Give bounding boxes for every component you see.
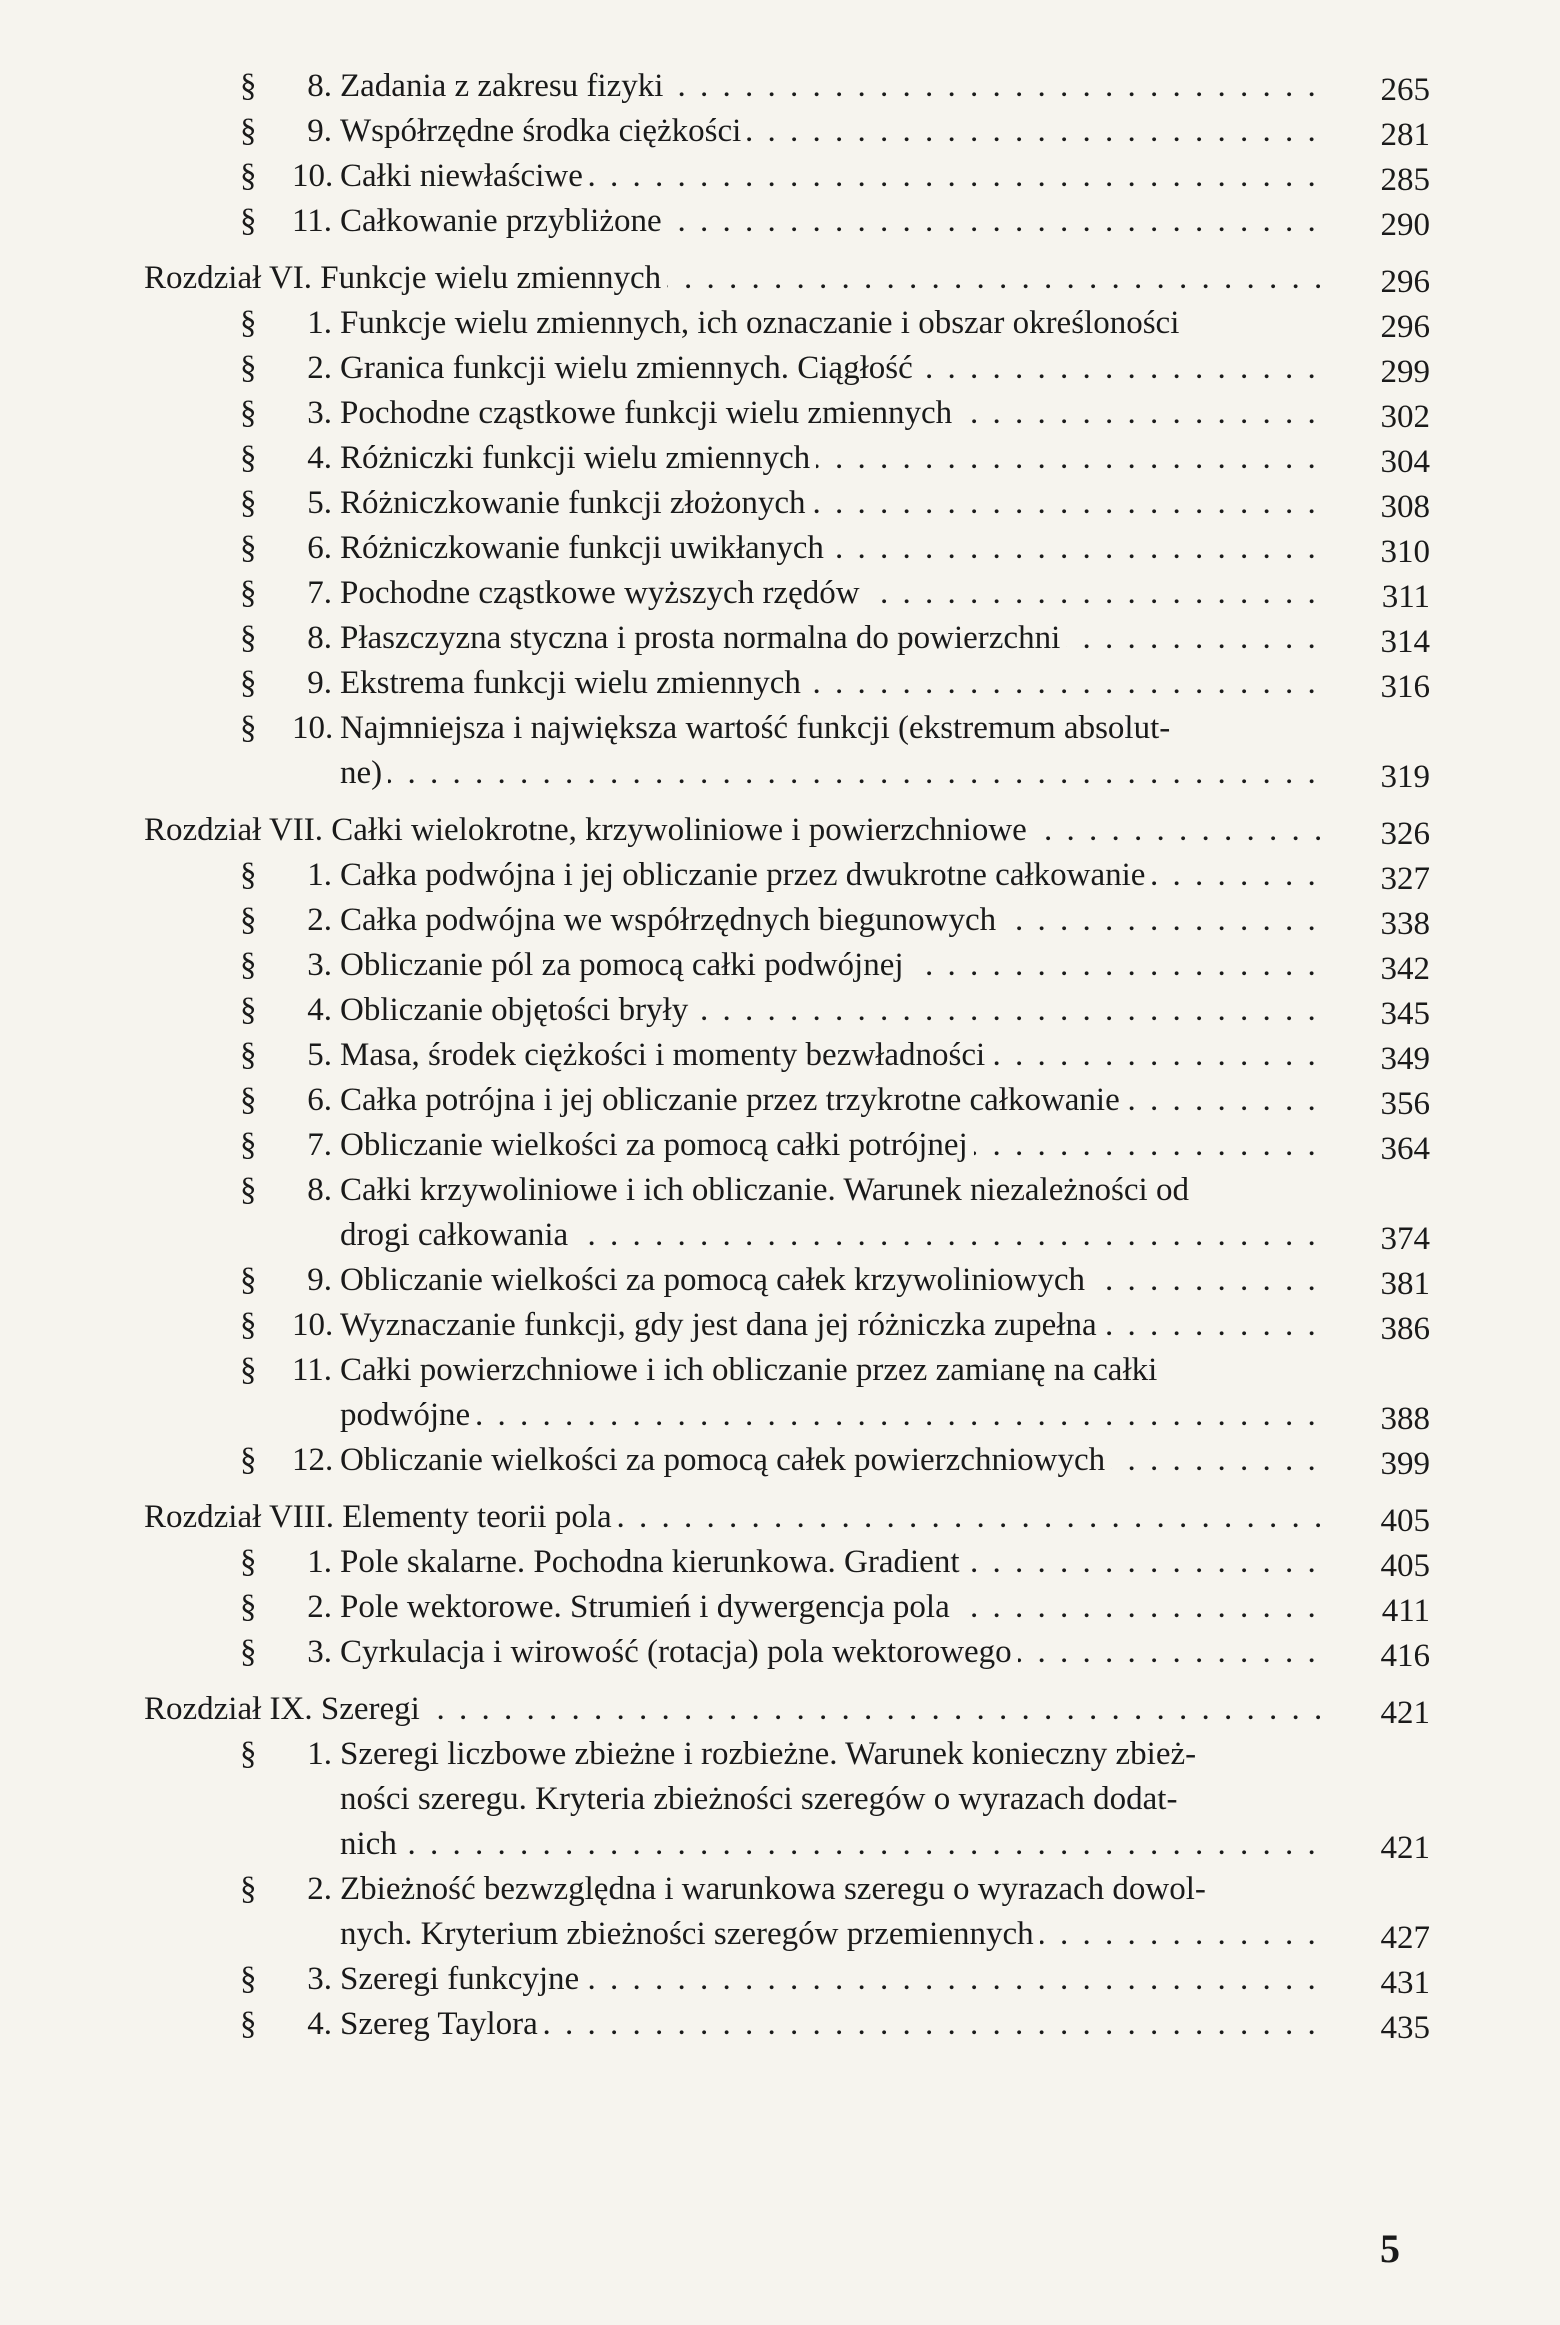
section-symbol: § — [240, 440, 257, 476]
section-number: 11. — [292, 1352, 333, 1388]
section-symbol: § — [240, 1307, 257, 1343]
section-symbol: § — [240, 710, 257, 746]
entry-title: Cyrkulacja i wirowość (rotacja) pola wektorowego . . . — [340, 1630, 1320, 1674]
section-entry — [130, 616, 1430, 660]
section-number: 5. — [307, 1037, 332, 1073]
section-symbol: § — [240, 902, 257, 938]
entry-title: Rozdział VII. Całki wielokrotne, krzywoliniowe i powierzchniowe . . . — [144, 808, 1320, 852]
section-entry — [130, 1630, 1430, 1674]
section-entry — [130, 436, 1430, 480]
entry-title: ności szeregu. Kryteria zbieżności szeregów o wyrazach dodat- — [340, 1777, 1320, 1821]
entry-title: Obliczanie pól za pomocą całki podwójnej . . . — [340, 943, 1320, 987]
section-entry — [130, 1123, 1430, 1167]
page-ref: 364 — [1380, 1131, 1430, 1167]
page-ref: 326 — [1380, 816, 1430, 852]
section-symbol: § — [240, 665, 257, 701]
section-number: 1. — [307, 857, 332, 893]
entry-title: Całka potrójna i jej obliczanie przez trzykrotne całkowanie . . . — [340, 1078, 1320, 1122]
section-entry — [130, 1867, 1430, 1911]
entry-title: podwójne . . . — [340, 1393, 1320, 1437]
section-symbol: § — [240, 1037, 257, 1073]
section-number: 9. — [307, 665, 332, 701]
entry-continuation — [130, 1213, 1430, 1257]
page-ref: 327 — [1380, 861, 1430, 897]
section-symbol: § — [240, 350, 257, 386]
page-ref: 374 — [1380, 1221, 1430, 1257]
page-ref: 310 — [1380, 534, 1430, 570]
entry-title: Całki niewłaściwe . . . — [340, 154, 1320, 198]
entry-title: ne) . . . — [340, 751, 1320, 795]
section-entry — [130, 1585, 1430, 1629]
section-number: 7. — [307, 1127, 332, 1163]
section-number: 9. — [307, 1262, 332, 1298]
section-entry — [130, 1078, 1430, 1122]
section-number: 11. — [292, 203, 333, 239]
entry-title: Funkcje wielu zmiennych, ich oznaczanie i obszar określoności — [340, 301, 1320, 345]
page-ref: 381 — [1380, 1266, 1430, 1302]
section-entry — [130, 1258, 1430, 1302]
page-ref: 431 — [1380, 1965, 1430, 2001]
page-ref: 345 — [1380, 996, 1430, 1032]
section-entry — [130, 853, 1430, 897]
section-number: 1. — [307, 1736, 332, 1772]
page-ref: 299 — [1380, 354, 1430, 390]
section-symbol: § — [240, 530, 257, 566]
entry-title: Obliczanie objętości bryły . . . — [340, 988, 1320, 1032]
entry-title: Całki powierzchniowe i ich obliczanie przez zamianę na całki — [340, 1348, 1320, 1392]
section-symbol: § — [240, 203, 257, 239]
page-ref: 265 — [1380, 72, 1430, 108]
section-symbol: § — [240, 1544, 257, 1580]
page-ref: 304 — [1380, 444, 1430, 480]
section-entry — [130, 571, 1430, 615]
entry-title: Całka podwójna we współrzędnych biegunowych . . . — [340, 898, 1320, 942]
section-number: 9. — [307, 113, 332, 149]
section-number: 1. — [307, 1544, 332, 1580]
section-symbol: § — [240, 575, 257, 611]
section-entry — [130, 526, 1430, 570]
page-ref: 435 — [1380, 2010, 1430, 2046]
section-symbol: § — [240, 857, 257, 893]
section-entry — [130, 154, 1430, 198]
entry-title: Zbieżność bezwzględna i warunkowa szeregu o wyrazach dowol- — [340, 1867, 1320, 1911]
section-number: 2. — [307, 1871, 332, 1907]
section-symbol: § — [240, 1961, 257, 1997]
entry-title: Szereg Taylora . . . — [340, 2002, 1320, 2046]
section-symbol: § — [240, 1352, 257, 1388]
chapter-entry — [130, 808, 1430, 852]
entry-continuation — [130, 1777, 1430, 1821]
chapter-entry — [130, 1495, 1430, 1539]
section-symbol: § — [240, 2006, 257, 2042]
entry-continuation — [130, 1912, 1430, 1956]
section-number: 6. — [307, 530, 332, 566]
entry-title: Obliczanie wielkości za pomocą całek powierzchniowych . . . — [340, 1438, 1320, 1482]
section-number: 1. — [307, 305, 332, 341]
section-symbol: § — [240, 68, 257, 104]
section-entry — [130, 109, 1430, 153]
section-entry — [130, 1438, 1430, 1482]
section-entry — [130, 1540, 1430, 1584]
section-entry — [130, 898, 1430, 942]
entry-title: Szeregi liczbowe zbieżne i rozbieżne. Warunek konieczny zbież- — [340, 1732, 1320, 1776]
section-symbol: § — [240, 395, 257, 431]
page-ref: 386 — [1380, 1311, 1430, 1347]
entry-title: Najmniejsza i największa wartość funkcji (ekstremum absolut- — [340, 706, 1320, 750]
section-entry — [130, 64, 1430, 108]
section-symbol: § — [240, 947, 257, 983]
section-symbol: § — [240, 1634, 257, 1670]
section-symbol: § — [240, 113, 257, 149]
section-number: 10. — [292, 1307, 334, 1343]
entry-continuation — [130, 1393, 1430, 1437]
section-entry — [130, 1033, 1430, 1077]
section-symbol: § — [240, 1442, 257, 1478]
section-entry — [130, 1348, 1430, 1392]
page-ref: 314 — [1380, 624, 1430, 660]
page-ref: 421 — [1380, 1695, 1430, 1731]
section-number: 10. — [292, 710, 334, 746]
entry-title: Rozdział IX. Szeregi . . . — [144, 1687, 1320, 1731]
section-number: 8. — [307, 1172, 332, 1208]
entry-title: Różniczki funkcji wielu zmiennych . . . — [340, 436, 1320, 480]
section-symbol: § — [240, 620, 257, 656]
page-ref: 405 — [1380, 1503, 1430, 1539]
entry-title: Masa, środek ciężkości i momenty bezwładności . . . — [340, 1033, 1320, 1077]
section-symbol: § — [240, 1262, 257, 1298]
entry-title: Płaszczyzna styczna i prosta normalna do powierzchni . . . — [340, 616, 1320, 660]
section-entry — [130, 301, 1430, 345]
entry-title: Pochodne cząstkowe funkcji wielu zmiennych . . . — [340, 391, 1320, 435]
section-entry — [130, 943, 1430, 987]
page-ref: 405 — [1380, 1548, 1430, 1584]
section-number: 5. — [307, 485, 332, 521]
section-number: 8. — [307, 68, 332, 104]
entry-continuation — [130, 1822, 1430, 1866]
section-number: 7. — [307, 575, 332, 611]
section-entry — [130, 2002, 1430, 2046]
page-ref: 302 — [1380, 399, 1430, 435]
section-symbol: § — [240, 305, 257, 341]
page-ref: 308 — [1380, 489, 1430, 525]
section-symbol: § — [240, 1172, 257, 1208]
page-ref: 296 — [1380, 264, 1430, 300]
section-symbol: § — [240, 1589, 257, 1625]
entry-title: Ekstrema funkcji wielu zmiennych . . . — [340, 661, 1320, 705]
section-number: 12. — [292, 1442, 334, 1478]
entry-title: Pole skalarne. Pochodna kierunkowa. Gradient . . . — [340, 1540, 1320, 1584]
entry-title: Całki krzywoliniowe i ich obliczanie. Warunek niezależności od — [340, 1168, 1320, 1212]
page-ref: 319 — [1380, 759, 1430, 795]
page-ref: 356 — [1380, 1086, 1430, 1122]
section-symbol: § — [240, 1736, 257, 1772]
section-number: 4. — [307, 992, 332, 1028]
entry-title: Zadania z zakresu fizyki . . . — [340, 64, 1320, 108]
section-number: 3. — [307, 395, 332, 431]
entry-title: Całka podwójna i jej obliczanie przez dwukrotne całkowanie . . . — [340, 853, 1320, 897]
page-number: 5 — [1380, 2226, 1400, 2271]
page-ref: 296 — [1380, 309, 1430, 345]
section-number: 10. — [292, 158, 334, 194]
entry-title: Współrzędne środka ciężkości . . . — [340, 109, 1320, 153]
section-entry — [130, 1957, 1430, 2001]
section-number: 3. — [307, 947, 332, 983]
section-entry — [130, 988, 1430, 1032]
entry-title: nich . . . — [340, 1822, 1320, 1866]
chapter-entry — [130, 1687, 1430, 1731]
section-symbol: § — [240, 992, 257, 1028]
section-symbol: § — [240, 158, 257, 194]
page-ref: 388 — [1380, 1401, 1430, 1437]
section-entry — [130, 391, 1430, 435]
section-number: 2. — [307, 902, 332, 938]
section-entry — [130, 199, 1430, 243]
entry-title: Pochodne cząstkowe wyższych rzędów . . . — [340, 571, 1320, 615]
page-ref: 311 — [1381, 579, 1430, 615]
section-number: 6. — [307, 1082, 332, 1118]
page-ref: 281 — [1380, 117, 1430, 153]
section-symbol: § — [240, 1871, 257, 1907]
section-number: 3. — [307, 1961, 332, 1997]
entry-continuation — [130, 751, 1430, 795]
section-symbol: § — [240, 1127, 257, 1163]
section-number: 4. — [307, 2006, 332, 2042]
entry-title: nych. Kryterium zbieżności szeregów przemiennych . . . — [340, 1912, 1320, 1956]
section-entry — [130, 1732, 1430, 1776]
page-ref: 399 — [1380, 1446, 1430, 1482]
entry-title: Obliczanie wielkości za pomocą całek krzywoliniowych . . . — [340, 1258, 1320, 1302]
section-number: 4. — [307, 440, 332, 476]
entry-title: Obliczanie wielkości za pomocą całki potrójnej . . . — [340, 1123, 1320, 1167]
entry-title: Różniczkowanie funkcji uwikłanych . . . — [340, 526, 1320, 570]
page-ref: 427 — [1380, 1920, 1430, 1956]
page-ref: 421 — [1380, 1830, 1430, 1866]
section-symbol: § — [240, 485, 257, 521]
section-entry — [130, 706, 1430, 750]
section-entry — [130, 1168, 1430, 1212]
entry-title: Pole wektorowe. Strumień i dywergencja pola . . . — [340, 1585, 1320, 1629]
page-ref: 338 — [1380, 906, 1430, 942]
chapter-entry — [130, 256, 1430, 300]
page-ref: 342 — [1380, 951, 1430, 987]
entry-title: Całkowanie przybliżone . . . — [340, 199, 1320, 243]
entry-title: Szeregi funkcyjne . . . — [340, 1957, 1320, 2001]
entry-title: Wyznaczanie funkcji, gdy jest dana jej różniczka zupełna . . . — [340, 1303, 1320, 1347]
page-ref: 349 — [1380, 1041, 1430, 1077]
page-ref: 416 — [1380, 1638, 1430, 1674]
entry-title: Rozdział VI. Funkcje wielu zmiennych . . . — [144, 256, 1320, 300]
section-symbol: § — [240, 1082, 257, 1118]
section-entry — [130, 481, 1430, 525]
page-ref: 285 — [1380, 162, 1430, 198]
section-entry — [130, 1303, 1430, 1347]
section-number: 2. — [307, 350, 332, 386]
section-number: 2. — [307, 1589, 332, 1625]
section-number: 3. — [307, 1634, 332, 1670]
entry-title: drogi całkowania . . . — [340, 1213, 1320, 1257]
entry-title: Różniczkowanie funkcji złożonych . . . — [340, 481, 1320, 525]
section-entry — [130, 346, 1430, 390]
section-number: 8. — [307, 620, 332, 656]
entry-title: Rozdział VIII. Elementy teorii pola . . . — [144, 1495, 1320, 1539]
section-entry — [130, 661, 1430, 705]
page-ref: 316 — [1380, 669, 1430, 705]
page-ref: 290 — [1380, 207, 1430, 243]
page-ref: 411 — [1381, 1593, 1430, 1629]
entry-title: Granica funkcji wielu zmiennych. Ciągłość . . . — [340, 346, 1320, 390]
